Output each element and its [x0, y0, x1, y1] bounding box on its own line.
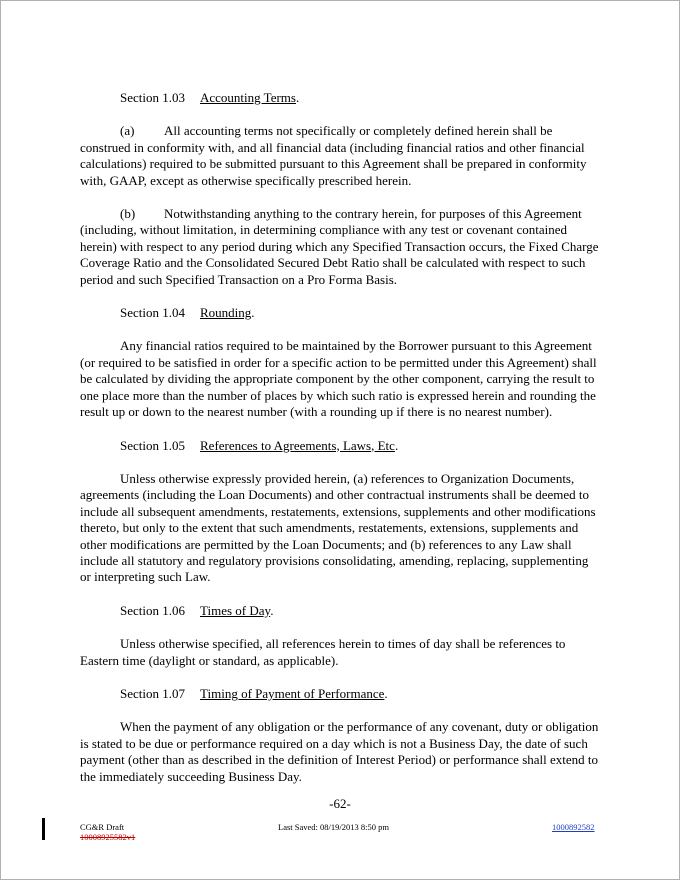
- section-heading: Section 1.03 Accounting Terms.: [120, 90, 300, 105]
- paragraph-text: Unless otherwise specified, all references herein to times of day shall be references to Eastern time (daylight or standard, as applicable).: [80, 636, 566, 668]
- section-title: Accounting Terms: [200, 90, 296, 105]
- paragraph-marker: (a): [120, 123, 135, 139]
- paragraph: [80, 338, 600, 420]
- section-number: Section 1.07: [120, 685, 185, 701]
- paragraph: [80, 636, 600, 669]
- deleted-doc-id: 10008925582v1: [80, 832, 136, 842]
- section-number: Section 1.04: [120, 305, 185, 321]
- footer-draft-block: [80, 822, 135, 842]
- section-number: Section 1.03: [120, 90, 185, 105]
- paragraph-marker: (b): [120, 206, 136, 222]
- section-title: Times of Day: [200, 602, 271, 618]
- revision-change-bar: [42, 818, 45, 840]
- section-title: Timing of Payment of Performance: [200, 685, 385, 701]
- paragraph-text: All accounting terms not specifically or completely defined herein shall be construed in conformity with, and all financial data (including financial ratios and other financial calculations) required to be submitted pursuant to this Agreement shall be prepared in conformity with, GAAP, except as otherwise specifically prescribed herein.: [80, 123, 587, 188]
- paragraph-text: Notwithstanding anything to the contrary herein, for purposes of this Agreement (including, without limitation, in determining compliance with any test or covenant contained herein) with respect to any period during which any Specified Transaction occurs, the Fixed Charge Coverage Ratio and the Consolidated Secured Debt Ratio shall be calculated with respect to such period and such Specified Transaction on a Pro Forma Basis.: [80, 206, 599, 287]
- paragraph: [80, 123, 600, 189]
- section-title: Rounding: [200, 305, 252, 321]
- paragraph-text: Unless otherwise expressly provided herein, (a) references to Organization Documents, agreements (including the Loan Documents) and other contractual instruments shall be deemed to include all subsequent amendments, restatements, extensions, supplements and other modifications thereto, but only to the extent that such amendments, restatements, extensions, supplements and other modifications are permitted by the Loan Documents; and (b) references to any Law shall include all statutory and regulatory provisions consolidating, amending, replacing, supplementing or interpreting such Law.: [80, 470, 596, 585]
- paragraph: [80, 206, 600, 288]
- document-body: [80, 90, 600, 802]
- paragraph: [80, 719, 600, 785]
- paragraph-text: When the payment of any obligation or the performance of any covenant, duty or obligation is stated to be due or performance required on a day which is not a Business Day, the date of such payment (other than as described in the definition of Interest Period) or performance shall extend to the immediately succeeding Business Day.: [80, 719, 599, 784]
- section-number: Section 1.05: [120, 437, 185, 453]
- document-id-link[interactable]: 1000892582: [552, 822, 595, 832]
- section-heading: Section 1.04 Rounding.: [120, 305, 255, 321]
- section-heading: Section 1.07 Timing of Payment of Performance.: [120, 685, 388, 701]
- paragraph-text: Any financial ratios required to be maintained by the Borrower pursuant to this Agreement (or required to be satisfied in order for a specific action to be permitted under this Agreement) shall be calculated by dividing the appropriate component by the other component, carrying the result to one place more than the number of places by which such ratio is expressed herein and rounding the result up or down to the nearest number (with a rounding up if there is no nearest number).: [80, 338, 597, 420]
- page-number: -62-: [329, 796, 351, 811]
- section-heading: Section 1.05 References to Agreements, Laws, Etc.: [120, 437, 399, 453]
- last-saved-stamp: Last Saved: 08/19/2013 8:50 pm: [278, 822, 389, 832]
- section-number: Section 1.06: [120, 602, 185, 618]
- section-title: References to Agreements, Laws, Etc: [200, 437, 395, 453]
- section-heading: Section 1.06 Times of Day.: [120, 602, 274, 618]
- draft-label: CG&R Draft: [80, 822, 125, 832]
- paragraph: [80, 471, 600, 586]
